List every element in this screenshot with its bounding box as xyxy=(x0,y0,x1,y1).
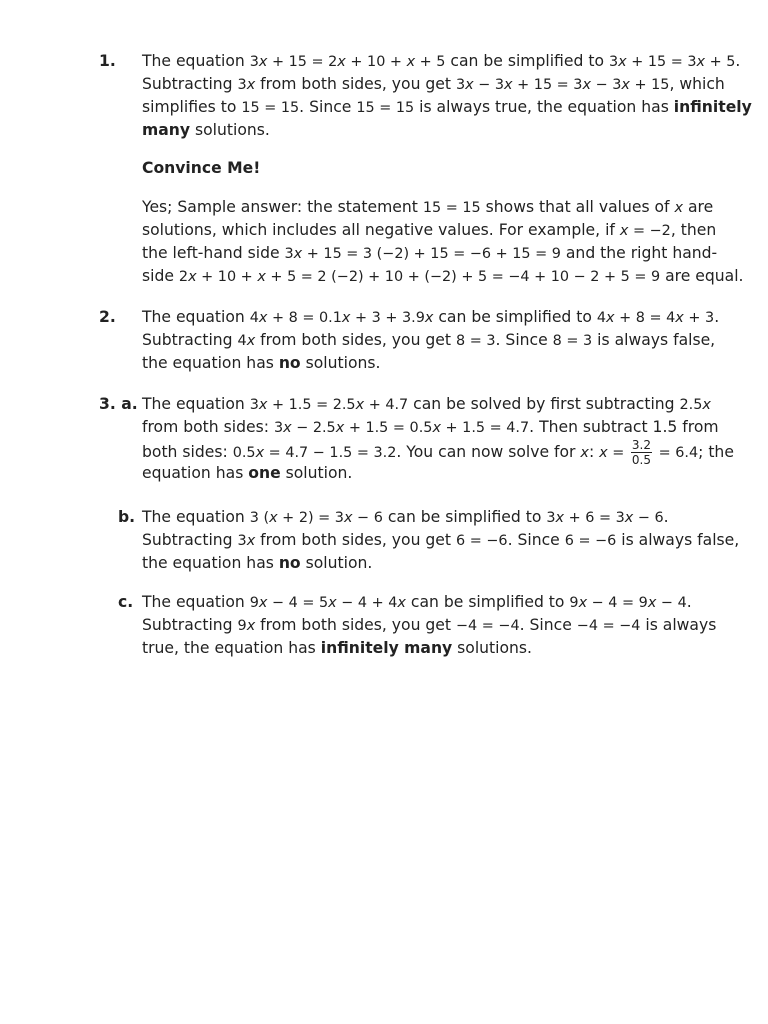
math-expression: x = xyxy=(599,445,629,461)
text-line: the equation has no solution. xyxy=(142,554,373,572)
item-text xyxy=(142,50,752,142)
item-number: b. xyxy=(118,508,136,526)
math-expression: 6 = −6 xyxy=(564,533,617,549)
text-line: from both sides: 3x − 2.5x + 1.5 = 0.5x + 1.5 = 4.7. Then subtract 1.5 from xyxy=(142,418,719,436)
math-expression: 3x xyxy=(237,77,256,93)
math-expression: x xyxy=(580,445,589,461)
item-text xyxy=(142,306,742,375)
bold-term: many xyxy=(142,121,191,139)
text-line: The equation 3 (x + 2) = 3x − 6 can be simplified to 3x + 6 = 3x − 6. xyxy=(142,508,669,526)
math-expression: 4x + 8 = 4x + 3 xyxy=(596,310,715,326)
text-line: the equation has no solutions. xyxy=(142,354,381,372)
bold-term: no xyxy=(278,354,301,372)
bold-term: infinitely many xyxy=(320,639,453,657)
fraction: $\frac{3.2}{0.5}$ xyxy=(631,438,652,467)
bold-term: one xyxy=(248,464,281,482)
convince-me-text xyxy=(142,196,742,288)
item-number: 3. a. xyxy=(99,395,138,413)
math-expression: 2.5x xyxy=(679,397,711,413)
text-line: Subtracting 3x from both sides, you get 6 = −6. Since 6 = −6 is always false, xyxy=(142,531,740,549)
math-expression: 15 = 15 xyxy=(422,200,481,216)
math-expression: 0.5x = 4.7 − 1.5 = 3.2 xyxy=(232,445,397,461)
math-expression: 3x + 15 = 3 (−2) + 15 = −6 + 15 = 9 xyxy=(284,246,561,262)
text-line: The equation 4x + 8 = 0.1x + 3 + 3.9x can be simplified to 4x + 8 = 4x + 3. xyxy=(142,308,720,326)
math-expression: 3 (x + 2) = 3x − 6 xyxy=(249,510,383,526)
text-line: side 2x + 10 + x + 5 = 2 (−2) + 10 + (−2) + 5 = −4 + 10 − 2 + 5 = 9 are equal. xyxy=(142,267,744,285)
text-line: many solutions. xyxy=(142,121,270,139)
text-line: The equation 9x − 4 = 5x − 4 + 4x can be simplified to 9x − 4 = 9x − 4. xyxy=(142,593,692,611)
math-expression: x xyxy=(674,200,684,216)
math-expression: 9x − 4 = 5x − 4 + 4x xyxy=(249,595,406,611)
item-number: 1. xyxy=(99,52,116,70)
text-line: Yes; Sample answer: the statement 15 = 15 shows that all values of x are xyxy=(142,198,714,216)
math-expression: 6 = −6 xyxy=(455,533,508,549)
math-expression: −4 = −4 xyxy=(576,618,641,634)
bold-term: infinitely xyxy=(673,98,752,116)
math-expression: 3x + 15 = 3x + 5 xyxy=(608,54,736,70)
item-text xyxy=(142,591,742,660)
item-number: c. xyxy=(118,593,134,611)
convince-me-heading: Convince Me! xyxy=(142,159,261,177)
math-expression: x = −2 xyxy=(619,223,671,239)
math-expression: 3x − 2.5x + 1.5 = 0.5x + 1.5 = 4.7 xyxy=(273,420,530,436)
math-expression: 8 = 3 xyxy=(455,333,496,349)
text-line: both sides: 0.5x = 4.7 − 1.5 = 3.2. You can now solve for x: x = $\frac{3.2}{0.5}$ = 6.4; the xyxy=(142,438,734,467)
text-line: true, the equation has infinitely many solutions. xyxy=(142,639,533,657)
math-expression: 8 = 3 xyxy=(552,333,593,349)
math-expression: 15 = 15 xyxy=(356,100,415,116)
math-expression: 3x + 15 = 2x + 10 + x + 5 xyxy=(249,54,446,70)
math-expression: 9x − 4 = 9x − 4 xyxy=(569,595,687,611)
text-line: The equation 3x + 15 = 2x + 10 + x + 5 can be simplified to 3x + 15 = 3x + 5. xyxy=(142,52,741,70)
text-line: The equation 3x + 1.5 = 2.5x + 4.7 can be solved by first subtracting 2.5x xyxy=(142,395,711,413)
math-expression: 2x + 10 + x + 5 = 2 (−2) + 10 + (−2) + 5 = −4 + 10 − 2 + 5 = 9 xyxy=(178,269,661,285)
item-number: 2. xyxy=(99,308,116,326)
math-expression: = 6.4 xyxy=(654,445,699,461)
math-expression: 3x + 6 = 3x − 6 xyxy=(546,510,664,526)
math-expression: 3x xyxy=(237,533,256,549)
math-expression: 15 = 15 xyxy=(241,100,300,116)
text-line: the left-hand side 3x + 15 = 3 (−2) + 15 = −6 + 15 = 9 and the right hand- xyxy=(142,244,718,262)
math-expression: −4 = −4 xyxy=(455,618,520,634)
text-line: Subtracting 9x from both sides, you get −4 = −4. Since −4 = −4 is always xyxy=(142,616,717,634)
item-text xyxy=(142,506,742,575)
text-line: solutions, which includes all negative values. For example, if x = −2, then xyxy=(142,221,717,239)
text-line: Subtracting 3x from both sides, you get 3x − 3x + 15 = 3x − 3x + 15, which xyxy=(142,75,725,93)
text-line: simplifies to 15 = 15. Since 15 = 15 is always true, the equation has infinitely xyxy=(142,98,752,116)
bold-term: no xyxy=(278,554,301,572)
math-expression: 3x + 1.5 = 2.5x + 4.7 xyxy=(249,397,409,413)
text-line: equation has one solution. xyxy=(142,464,353,482)
text-line: Subtracting 4x from both sides, you get 8 = 3. Since 8 = 3 is always false, xyxy=(142,331,716,349)
math-expression: 4x + 8 = 0.1x + 3 + 3.9x xyxy=(249,310,434,326)
math-expression: 4x xyxy=(237,333,256,349)
math-expression: 9x xyxy=(237,618,256,634)
math-expression: 3x − 3x + 15 = 3x − 3x + 15 xyxy=(455,77,670,93)
item-text xyxy=(142,393,742,485)
